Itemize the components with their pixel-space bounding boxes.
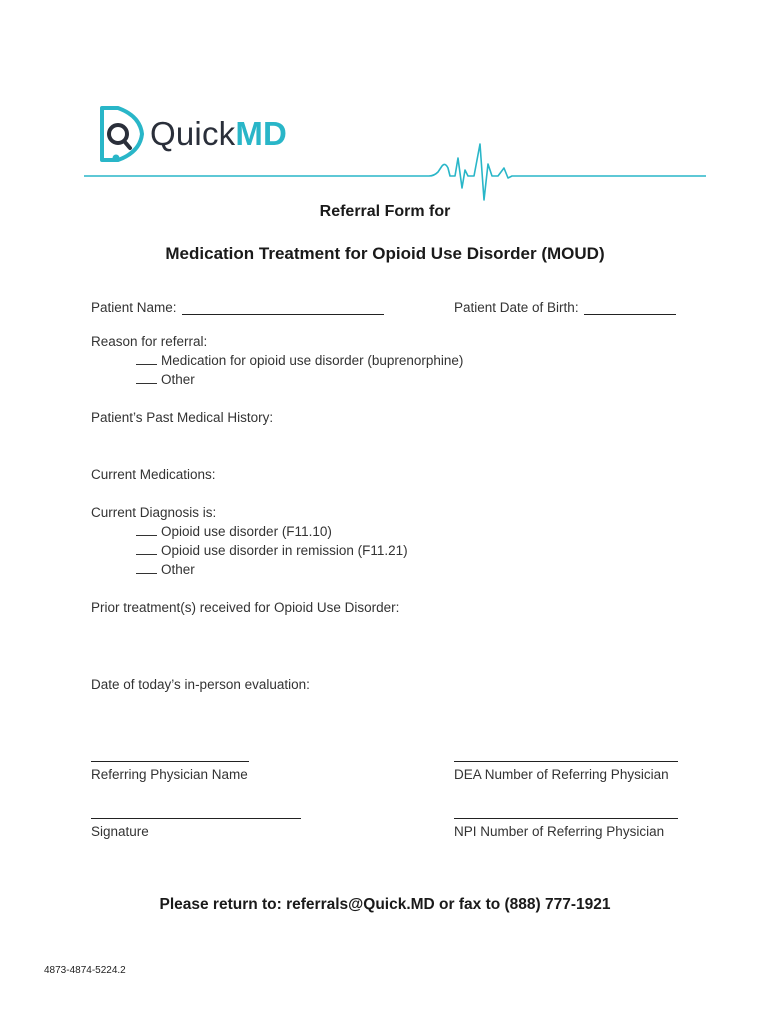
checkbox-blank[interactable] <box>136 562 157 574</box>
logo-quick-text: Quick <box>150 115 236 152</box>
ecg-divider-line <box>84 136 706 206</box>
return-instructions: Please return to: referrals@Quick.MD or fax to (888) 777-1921 <box>159 896 611 913</box>
npi-number-field[interactable] <box>454 818 678 819</box>
evaluation-date-label: Date of today’s in-person evaluation: <box>91 677 310 692</box>
signature-label: Signature <box>91 824 149 839</box>
medical-history-label: Patient’s Past Medical History: <box>91 410 274 425</box>
diagnosis-option[interactable] <box>136 562 195 577</box>
checkbox-blank[interactable] <box>136 353 157 365</box>
physician-name-field[interactable] <box>91 761 249 762</box>
checkbox-blank[interactable] <box>136 524 157 536</box>
form-title: Referral Form for <box>319 203 451 220</box>
dea-number-field[interactable] <box>454 761 678 762</box>
npi-number-label: NPI Number of Referring Physician <box>454 824 665 839</box>
checkbox-blank[interactable] <box>136 372 157 384</box>
diagnosis-option-label: Other <box>161 562 195 577</box>
diagnosis-option-label: Opioid use disorder (F11.10) <box>161 524 332 539</box>
current-diagnosis-label: Current Diagnosis is: <box>91 505 217 520</box>
referral-option-label: Medication for opioid use disorder (buprenorphine) <box>161 353 464 368</box>
patient-name-field[interactable] <box>182 314 384 315</box>
patient-dob-field[interactable] <box>584 314 676 315</box>
patient-dob-label: Patient Date of Birth: <box>454 300 579 315</box>
diagnosis-option-label: Opioid use disorder in remission (F11.21) <box>161 543 408 558</box>
prior-treatment-label: Prior treatment(s) received for Opioid Use Disorder: <box>91 600 400 615</box>
form-subtitle: Medication Treatment for Opioid Use Disorder (MOUD) <box>165 244 605 263</box>
checkbox-blank[interactable] <box>136 543 157 555</box>
physician-name-label: Referring Physician Name <box>91 767 248 782</box>
document-id: 4873-4874-5224.2 <box>44 965 126 976</box>
referral-option[interactable] <box>136 353 463 368</box>
dea-number-label: DEA Number of Referring Physician <box>454 767 669 782</box>
signature-field[interactable] <box>91 818 301 819</box>
referral-option-label: Other <box>161 372 195 387</box>
patient-name-label: Patient Name: <box>91 300 177 315</box>
diagnosis-option[interactable] <box>136 543 408 558</box>
referral-option[interactable] <box>136 372 195 387</box>
referral-reason-label: Reason for referral: <box>91 334 208 349</box>
current-medications-label: Current Medications: <box>91 467 216 482</box>
diagnosis-option[interactable] <box>136 524 332 539</box>
logo-md-text: MD <box>235 115 288 152</box>
